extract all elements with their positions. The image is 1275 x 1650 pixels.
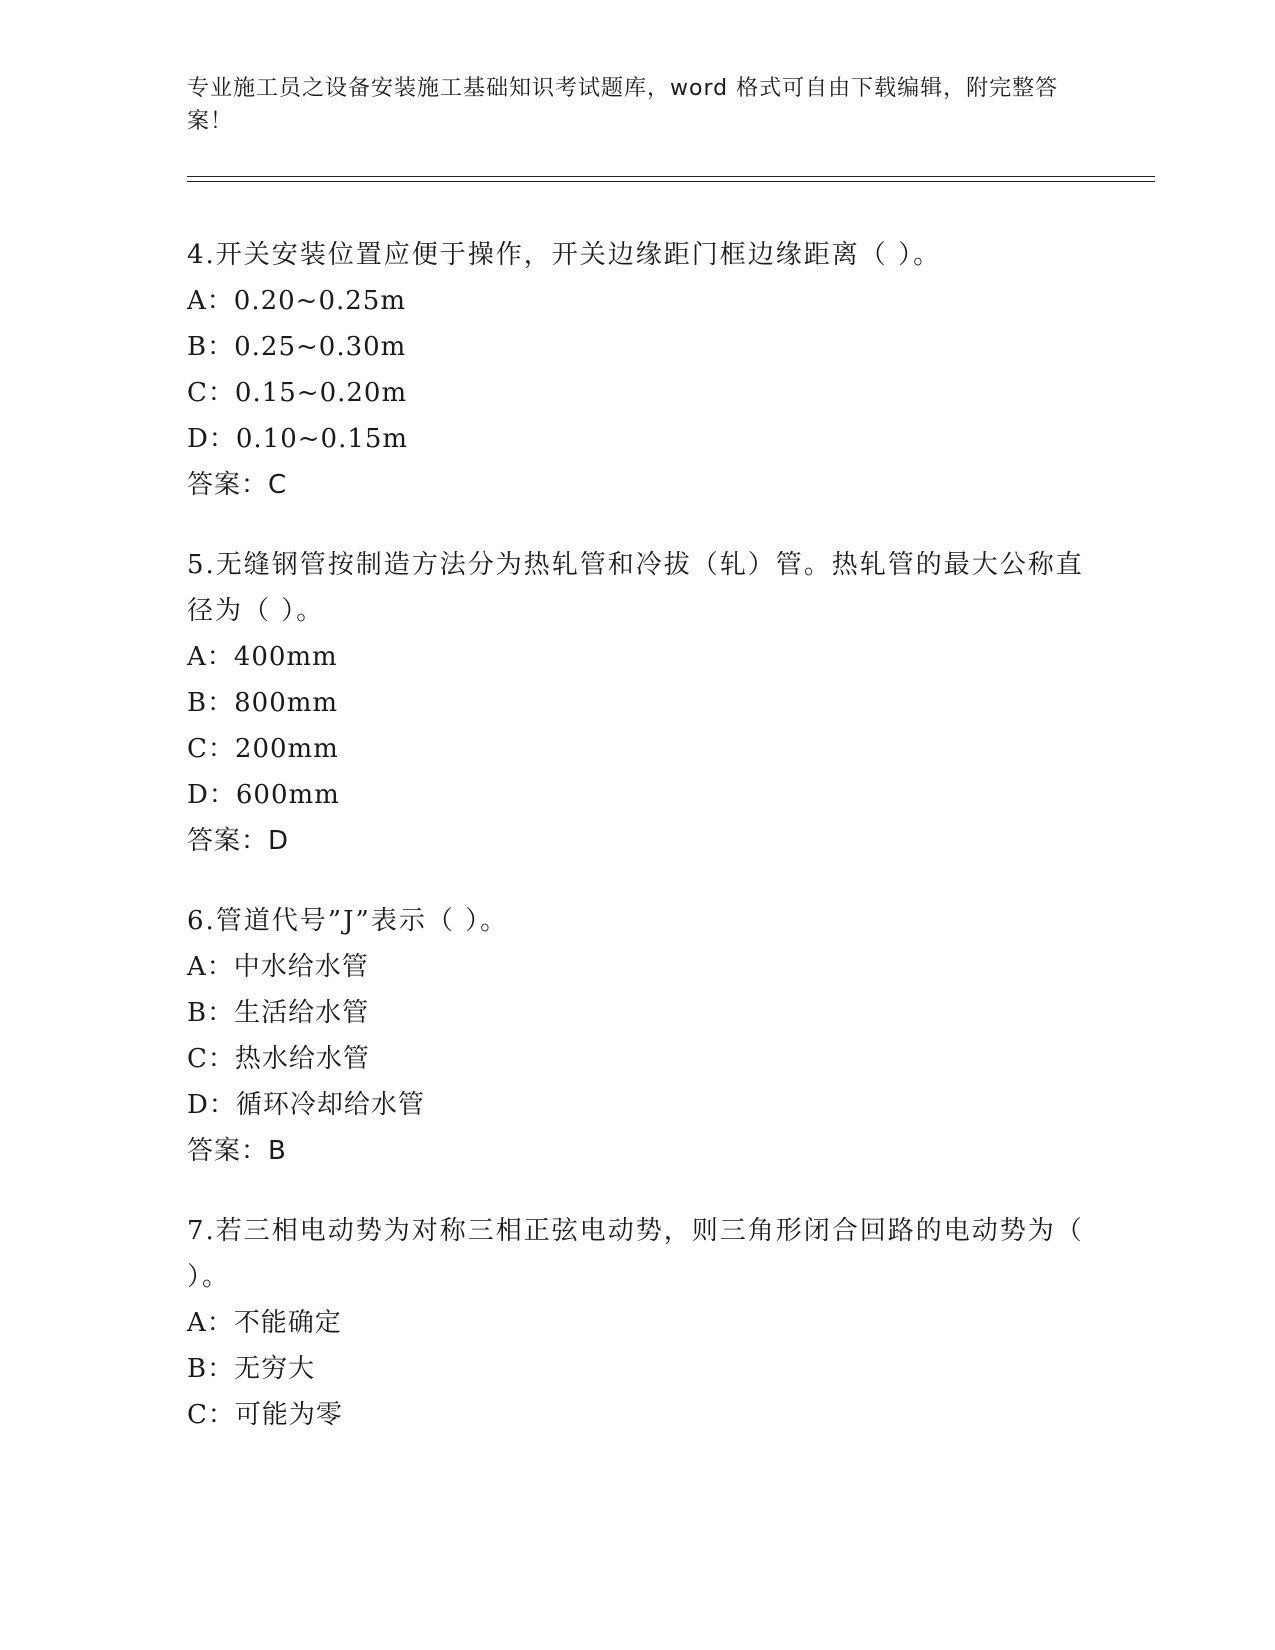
option-key: B：	[187, 998, 235, 1028]
option-key: D：	[187, 1090, 236, 1120]
option-text: 可能为零	[234, 1400, 343, 1430]
option-text: 0.10~0.15m	[235, 424, 409, 454]
option-key: C：	[187, 378, 235, 408]
option-key: B：	[187, 1354, 235, 1384]
option-text: 200mm	[234, 734, 339, 764]
question-4	[187, 232, 1087, 508]
option-d	[187, 772, 1087, 818]
option-text: 600mm	[235, 780, 340, 810]
option-key: D：	[187, 424, 236, 454]
header-rule-top	[187, 176, 1155, 177]
question-5	[187, 542, 1087, 864]
answer-line: 答案：B	[187, 1136, 287, 1166]
option-a	[187, 634, 1087, 680]
option-c	[187, 1036, 1087, 1082]
option-text: 0.20~0.25m	[233, 286, 407, 316]
option-key: B：	[187, 332, 235, 362]
question-stem: 7.若三相电动势为对称三相正弦电动势，则三角形闭合回路的电动势为（ ）。	[187, 1216, 1084, 1292]
question-7	[187, 1208, 1087, 1438]
option-text: 400mm	[233, 642, 338, 672]
option-text: 热水给水管	[234, 1044, 370, 1074]
option-b	[187, 680, 1087, 726]
option-a	[187, 944, 1087, 990]
question-stem: 5.无缝钢管按制造方法分为热轧管和冷拔（轧）管。热轧管的最大公称直径为（ ）。	[187, 550, 1084, 626]
option-key: B：	[187, 688, 235, 718]
option-text: 不能确定	[233, 1308, 342, 1338]
option-d	[187, 1082, 1087, 1128]
option-text: 生活给水管	[234, 998, 370, 1028]
option-c	[187, 370, 1087, 416]
option-key: A：	[187, 286, 234, 316]
header-rule-bottom	[187, 181, 1155, 182]
option-d	[187, 416, 1087, 462]
option-b	[187, 990, 1087, 1036]
option-text: 循环冷却给水管	[235, 1090, 425, 1120]
option-key: D：	[187, 780, 236, 810]
option-key: A：	[187, 642, 234, 672]
answer-line: 答案：C	[187, 470, 288, 500]
option-text: 中水给水管	[233, 952, 369, 982]
option-a	[187, 1300, 1087, 1346]
option-b	[187, 1346, 1087, 1392]
option-key: A：	[187, 952, 234, 982]
question-stem: 6.管道代号”J”表示（ ）。	[187, 906, 509, 936]
option-key: C：	[187, 734, 235, 764]
answer-line: 答案：D	[187, 826, 290, 856]
option-key: C：	[187, 1400, 235, 1430]
option-c	[187, 1392, 1087, 1438]
header-text: 专业施工员之设备安装施工基础知识考试题库，word 格式可自由下载编辑，附完整答案！	[187, 76, 1059, 134]
option-text: 0.25~0.30m	[234, 332, 407, 362]
option-a	[187, 278, 1087, 324]
option-text: 无穷大	[234, 1354, 316, 1384]
option-key: C：	[187, 1044, 235, 1074]
question-6	[187, 898, 1087, 1174]
question-stem: 4.开关安装位置应便于操作，开关边缘距门框边缘距离（ ）。	[187, 240, 942, 270]
option-c	[187, 726, 1087, 772]
option-b	[187, 324, 1087, 370]
option-key: A：	[187, 1308, 234, 1338]
document-header	[187, 72, 1067, 138]
option-text: 0.15~0.20m	[234, 378, 408, 408]
option-text: 800mm	[234, 688, 339, 718]
question-list	[187, 232, 1087, 1472]
